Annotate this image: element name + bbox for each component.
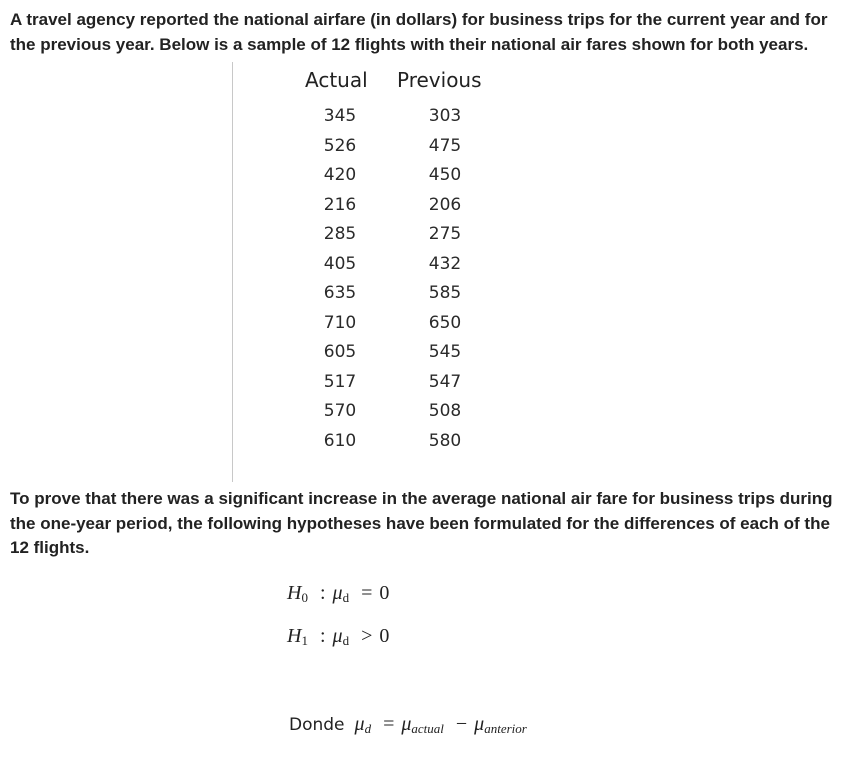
actual-fare-cell: 285 [323,224,357,244]
h0-symbol: H [287,582,302,604]
previous-fare-cell: 450 [428,165,462,185]
previous-fare-cell: 580 [428,430,462,451]
h0-subscript: 0 [301,590,308,605]
previous-fare-cell: 275 [428,224,462,244]
definition-equals: = [383,713,395,735]
actual-fare-cell: 605 [323,342,357,362]
h1-colon: : [319,625,326,647]
actual-fare-cell: 710 [323,312,357,333]
h1-symbol: H [287,625,302,647]
h0-operator: = [361,582,373,604]
previous-fare-cell: 585 [428,283,462,303]
h1-subscript: 1 [301,633,308,648]
previous-fare-cell: 545 [428,342,462,362]
actual-fare-cell: 420 [323,165,357,185]
previous-fare-cell: 475 [428,135,462,156]
mu-actual-symbol: μ [401,713,412,735]
previous-fare-cell: 303 [428,106,462,126]
h0-mu: μ [332,582,343,604]
actual-fare-cell: 345 [323,106,357,126]
actual-fare-cell: 635 [323,283,357,303]
actual-fare-cell: 405 [323,253,357,274]
previous-fare-cell: 206 [428,194,462,215]
column-header-actual: Actual [305,68,368,92]
previous-fare-cell: 650 [428,312,462,333]
mu-d-symbol: μ [354,713,365,735]
previous-fare-cell: 508 [428,401,462,421]
definition-minus: − [455,713,468,735]
h0-value: 0 [379,582,390,604]
h1-value: 0 [379,625,390,647]
donde-word: Donde [289,715,345,735]
h0-mu-subscript: d [342,590,350,605]
mu-anterior-symbol: μ [474,713,485,735]
h1-mu-subscript: d [342,633,350,648]
intro-paragraph: A travel agency reported the national airfare (in dollars) for business trips for the current year and for the previous year. Below is a sample of 12 flights with their national air fares shown for both years. [10,10,828,54]
null-hypothesis [287,582,389,606]
actual-fare-cell: 216 [323,194,357,215]
difference-definition [289,713,527,737]
hypothesis-paragraph: To prove that there was a significant increase in the average national air fare for business trips during the one-year period, the following hypotheses have been formulated for the differences of each of the 12 flights. [10,489,833,558]
actual-fare-cell: 570 [323,401,357,421]
h1-mu: μ [332,625,343,647]
previous-fare-cell: 432 [428,253,462,274]
actual-fare-cell: 526 [323,135,357,156]
h1-operator: > [361,625,373,647]
column-header-previous: Previous [397,68,482,92]
mu-actual-subscript: actual [411,721,444,736]
mu-d-subscript: d [364,721,372,736]
previous-fare-cell: 547 [428,371,462,392]
actual-fare-cell: 517 [323,371,357,392]
actual-fare-cell: 610 [323,430,357,451]
mu-anterior-subscript: anterior [484,721,527,736]
h0-colon: : [319,582,326,604]
alternative-hypothesis [287,625,389,649]
table-divider-line [232,62,233,482]
